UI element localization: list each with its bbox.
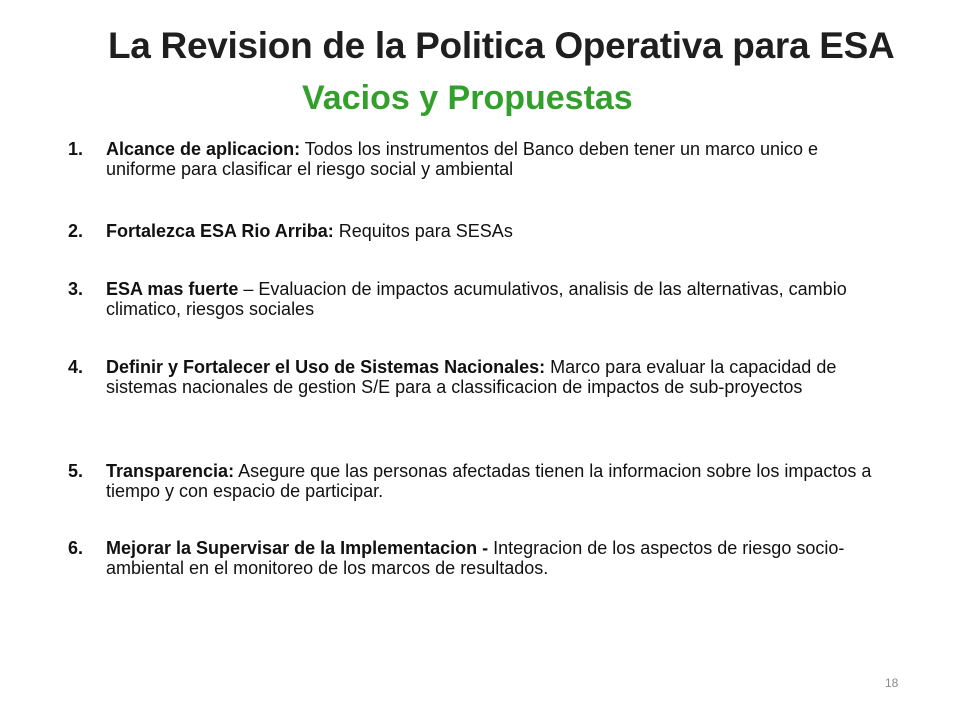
item-body: Marco para evaluar la capacidad de sistemas nacionales de gestion S/E para a classificacion de impactos de sub-proyectos (106, 357, 837, 397)
slide-title: La Revision de la Politica Operativa para ESA (108, 25, 895, 66)
item-heading: Alcance de aplicacion: (106, 139, 301, 159)
item-number: 1. (68, 139, 84, 159)
item-number: 4. (68, 357, 84, 377)
item-text (106, 461, 886, 501)
item-text (106, 538, 886, 578)
item-heading: Mejorar la Supervisar de la Implementacion - (106, 538, 489, 558)
item-text (106, 139, 886, 179)
item-heading: Definir y Fortalecer el Uso de Sistemas Nacionales: (106, 357, 546, 377)
item-body: Todos los instrumentos del Banco deben tener un marco unico e uniforme para clasificar el riesgo social y ambiental (106, 139, 819, 179)
item-number: 5. (68, 461, 84, 481)
item-body: – Evaluacion de impactos acumulativos, analisis de las alternativas, cambio climatico, riesgos sociales (106, 279, 847, 319)
page-number: 18 (885, 676, 899, 690)
item-heading: ESA mas fuerte (106, 279, 239, 299)
item-text (106, 221, 886, 241)
item-heading: Transparencia: (106, 461, 235, 481)
item-body: Integracion de los aspectos de riesgo socio-ambiental en el monitoreo de los marcos de resultados. (106, 538, 845, 578)
item-number: 3. (68, 279, 84, 299)
item-number: 6. (68, 538, 84, 558)
item-text (106, 279, 886, 319)
item-text (106, 357, 886, 397)
item-body: Requitos para SESAs (333, 221, 513, 241)
slide-subtitle: Vacios y Propuestas (302, 79, 633, 117)
item-heading: Fortalezca ESA Rio Arriba: (106, 221, 334, 241)
item-number: 2. (68, 221, 84, 241)
item-body: Asegure que las personas afectadas tienen la informacion sobre los impactos a tiempo y con espacio de participar. (106, 461, 872, 501)
